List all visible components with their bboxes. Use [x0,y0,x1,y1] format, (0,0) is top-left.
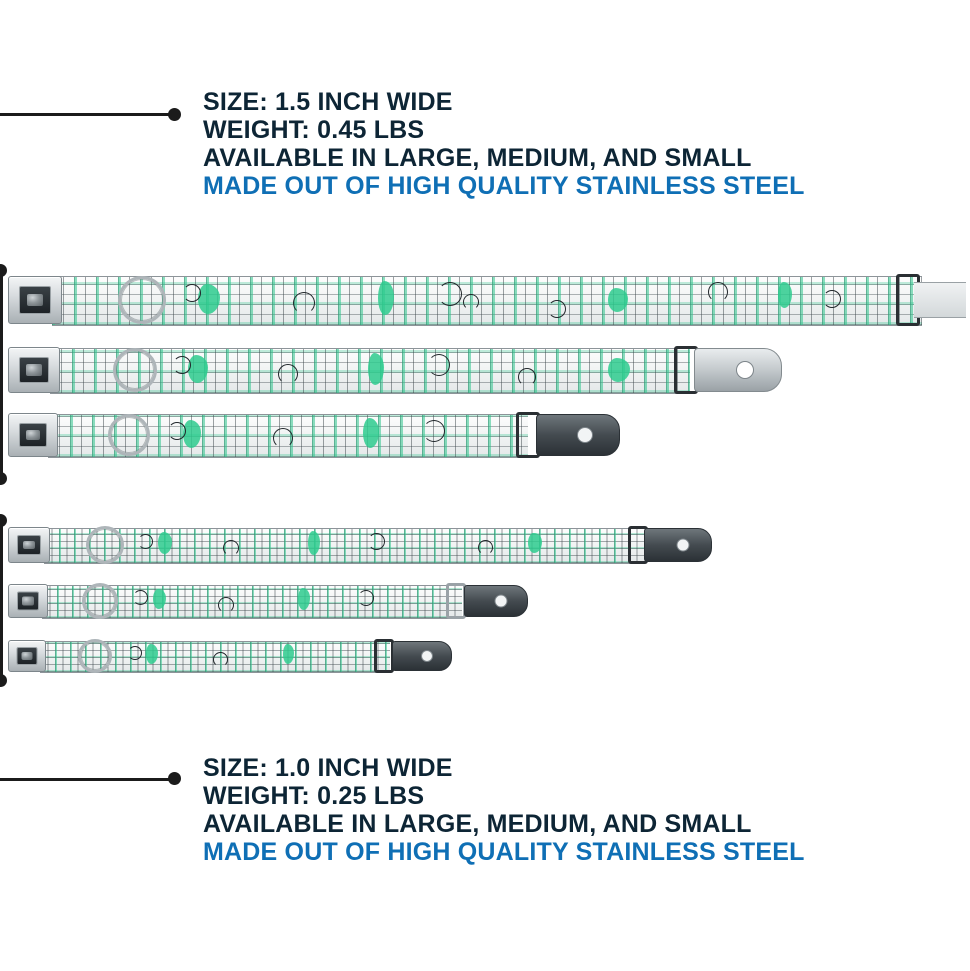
d-ring[interactable] [108,414,150,456]
swirl-decoration [173,356,191,374]
spec-availability-narrow: AVAILABLE IN LARGE, MEDIUM, AND SMALL [203,810,752,838]
buckle-button[interactable] [17,592,39,611]
seatbelt-buckle[interactable] [8,584,48,618]
swirl-decoration [478,540,493,555]
swirl-decoration [128,646,142,660]
spec-block-narrow [203,754,805,866]
spec-weight-wide: WEIGHT: 0.45 LBS [203,116,425,144]
leader-dot-top [168,108,181,121]
swirl-decoration [218,597,234,613]
swirl-decoration [823,290,841,308]
belt-tip-hole [494,595,507,608]
seatbelt-buckle[interactable] [8,640,46,672]
swirl-decoration [368,533,385,550]
buckle-button[interactable] [19,423,47,447]
belt-tip-hole [677,539,690,552]
belt-tip [694,348,782,392]
collar-wide-small [8,414,628,456]
spec-availability-wide: AVAILABLE IN LARGE, MEDIUM, AND SMALL [203,144,752,172]
leader-line-top [0,113,175,116]
belt-tip-hole [736,361,754,379]
buckle-button[interactable] [17,647,38,665]
seatbelt-buckle[interactable] [8,527,50,563]
swirl-decoration [518,368,536,386]
swirl-decoration [183,284,201,302]
group-dot-wide-top [0,264,7,277]
spec-weight-narrow: WEIGHT: 0.25 LBS [203,782,425,810]
buckle-button[interactable] [19,286,51,314]
swirl-decoration [278,364,298,384]
group-bracket-narrow [0,520,3,680]
group-dot-wide-bottom [0,472,7,485]
seatbelt-buckle[interactable] [8,347,60,393]
belt-tip [644,528,712,562]
swirl-decoration [708,282,728,302]
collar-wide-large [8,276,958,324]
spec-block-wide [203,88,805,200]
d-ring[interactable] [118,276,166,324]
spec-size-wide: SIZE: 1.5 INCH WIDE [203,88,453,116]
spec-size-narrow: SIZE: 1.0 INCH WIDE [203,754,453,782]
group-dot-narrow-top [0,514,7,527]
belt-tip-hole [577,427,593,443]
swirl-decoration [273,428,293,448]
belt-tip [392,641,452,671]
collar-wide-medium [8,348,778,392]
swirl-decoration [213,652,228,667]
adjuster-slider[interactable] [446,583,466,619]
swirl-decoration [423,420,445,442]
belt-tip [536,414,620,456]
spec-material-narrow: MADE OUT OF HIGH QUALITY STAINLESS STEEL [203,838,805,866]
group-dot-narrow-bottom [0,674,7,687]
seatbelt-buckle[interactable] [8,413,58,457]
collar-strap [44,528,644,564]
collar-narrow-small [8,641,478,671]
swirl-decoration [138,534,153,549]
leader-line-bottom [0,778,175,781]
swirl-decoration [133,590,148,605]
adjuster-slider[interactable] [374,639,394,673]
spec-material-wide: MADE OUT OF HIGH QUALITY STAINLESS STEEL [203,172,805,200]
leader-dot-bottom [168,772,181,785]
buckle-button[interactable] [17,535,41,555]
belt-tail [914,282,966,318]
d-ring[interactable] [86,526,124,564]
swirl-decoration [463,294,479,310]
swirl-decoration [168,422,186,440]
buckle-button[interactable] [19,357,49,383]
swirl-decoration [438,282,462,306]
collar-strap [52,276,922,326]
swirl-decoration [358,590,374,606]
swirl-decoration [223,540,239,556]
group-bracket-wide [0,268,3,478]
swirl-decoration [293,292,315,314]
d-ring[interactable] [113,348,157,392]
d-ring[interactable] [82,583,118,619]
collar-narrow-medium [8,585,548,617]
swirl-decoration [548,300,566,318]
swirl-decoration [428,354,450,376]
seatbelt-buckle[interactable] [8,276,62,324]
d-ring[interactable] [78,639,112,673]
collar-narrow-large [8,528,718,562]
belt-tip-hole [421,650,433,662]
belt-tip [464,585,528,617]
